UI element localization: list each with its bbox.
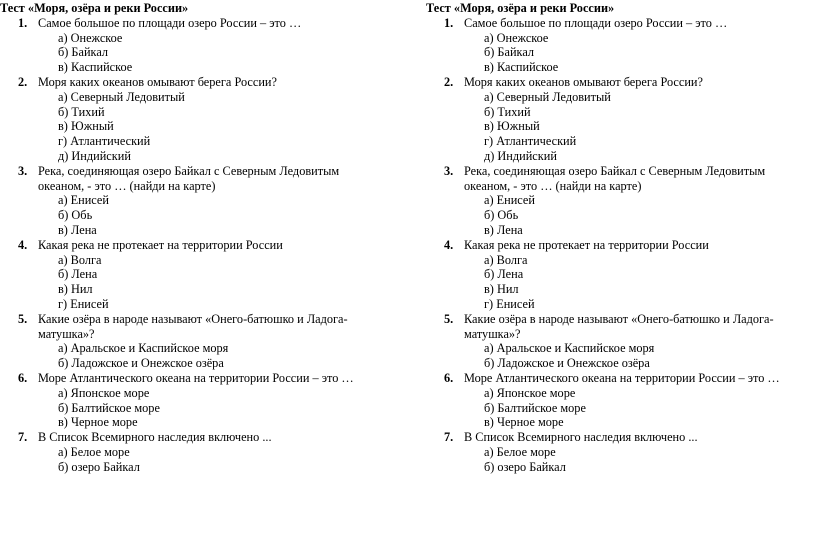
question-text: Река, соединяющая озеро Байкал с Северным Ледовитым	[464, 163, 766, 178]
question-text: Море Атлантического океана на территории России – это …	[38, 371, 354, 385]
answer-option: а) Белое море	[58, 445, 130, 459]
answer-option: а) Волга	[484, 252, 528, 267]
test-title: Тест «Моря, озёра и реки России»	[0, 1, 189, 15]
question-number: 5.	[444, 311, 454, 326]
answer-option: г) Атлантический	[58, 134, 151, 149]
question-text: океаном, - это … (найди на карте)	[464, 178, 642, 193]
question-text: Море Атлантического океана на территории России – это …	[464, 371, 780, 385]
answer-option: а) Аральское и Каспийское моря	[58, 341, 229, 356]
question-text: матушка»?	[464, 326, 521, 341]
answer-option: в) Нил	[484, 282, 519, 297]
question-text: Моря каких океанов омывают берега России?	[38, 75, 277, 89]
answer-option: а) Северный Ледовитый	[58, 89, 185, 104]
test-title: Тест «Моря, озёра и реки России»	[426, 1, 615, 15]
answer-option: б) Балтийское море	[58, 400, 160, 415]
answer-option: г) Енисей	[58, 297, 109, 311]
question-number: 7.	[18, 430, 28, 445]
answer-option: в) Черное море	[484, 415, 564, 430]
question-text: Какие озёра в народе называют «Онего-батюшко и Ладога-	[38, 311, 348, 326]
answer-option: д) Индийский	[484, 149, 557, 163]
question-text: Самое большое по площади озеро России – это …	[38, 15, 302, 30]
answer-option: б) Обь	[484, 208, 519, 223]
answer-option: а) Японское море	[484, 385, 576, 400]
answer-option: б) Байкал	[484, 45, 535, 60]
question-text: Самое большое по площади озеро России – это …	[464, 15, 728, 30]
question-text: Моря каких океанов омывают берега России?	[464, 75, 703, 89]
answer-option: в) Южный	[484, 119, 540, 134]
question-number: 4.	[18, 237, 28, 252]
answer-option: в) Каспийское	[484, 60, 559, 75]
answer-option: б) озеро Байкал	[58, 459, 140, 474]
question-text: матушка»?	[38, 326, 95, 341]
answer-option: а) Волга	[58, 252, 102, 267]
answer-option: в) Лена	[484, 223, 523, 237]
question-number: 3.	[444, 163, 454, 178]
question-number: 1.	[444, 15, 454, 30]
answer-option: б) Лена	[58, 267, 98, 282]
question-text: Река, соединяющая озеро Байкал с Северным Ледовитым	[38, 163, 340, 178]
answer-option: а) Енисей	[58, 193, 109, 208]
question-number: 1.	[18, 15, 28, 30]
answer-option: в) Черное море	[58, 415, 138, 430]
question-number: 4.	[444, 237, 454, 252]
answer-option: б) Тихий	[484, 104, 531, 119]
answer-option: а) Аральское и Каспийское моря	[484, 341, 655, 356]
answer-option: б) Лена	[484, 267, 524, 282]
question-text: В Список Всемирного наследия включено ...	[38, 430, 272, 445]
question-number: 6.	[444, 371, 454, 385]
answer-option: б) Тихий	[58, 104, 105, 119]
answer-option: г) Енисей	[484, 297, 535, 311]
question-number: 2.	[18, 75, 28, 89]
answer-option: в) Нил	[58, 282, 93, 297]
question-text: Какая река не протекает на территории России	[38, 237, 283, 252]
answer-option: б) Ладожское и Онежское озёра	[58, 356, 224, 371]
question-text: Какие озёра в народе называют «Онего-батюшко и Ладога-	[464, 311, 774, 326]
answer-option: б) Байкал	[58, 45, 109, 60]
answer-option: д) Индийский	[58, 149, 131, 163]
question-text: Какая река не протекает на территории России	[464, 237, 709, 252]
question-text: В Список Всемирного наследия включено ...	[464, 430, 698, 445]
answer-option: б) Ладожское и Онежское озёра	[484, 356, 650, 371]
question-number: 6.	[18, 371, 28, 385]
answer-option: б) озеро Байкал	[484, 459, 566, 474]
answer-option: б) Обь	[58, 208, 93, 223]
question-number: 3.	[18, 163, 28, 178]
answer-option: а) Енисей	[484, 193, 535, 208]
answer-option: в) Каспийское	[58, 60, 133, 75]
question-text: океаном, - это … (найди на карте)	[38, 178, 216, 193]
question-number: 5.	[18, 311, 28, 326]
answer-option: в) Лена	[58, 223, 97, 237]
answer-option: а) Онежское	[484, 30, 549, 45]
answer-option: а) Онежское	[58, 30, 123, 45]
answer-option: в) Южный	[58, 119, 114, 134]
answer-option: г) Атлантический	[484, 134, 577, 149]
question-number: 7.	[444, 430, 454, 445]
answer-option: а) Северный Ледовитый	[484, 89, 611, 104]
answer-option: б) Балтийское море	[484, 400, 586, 415]
answer-option: а) Белое море	[484, 445, 556, 459]
question-number: 2.	[444, 75, 454, 89]
answer-option: а) Японское море	[58, 385, 150, 400]
